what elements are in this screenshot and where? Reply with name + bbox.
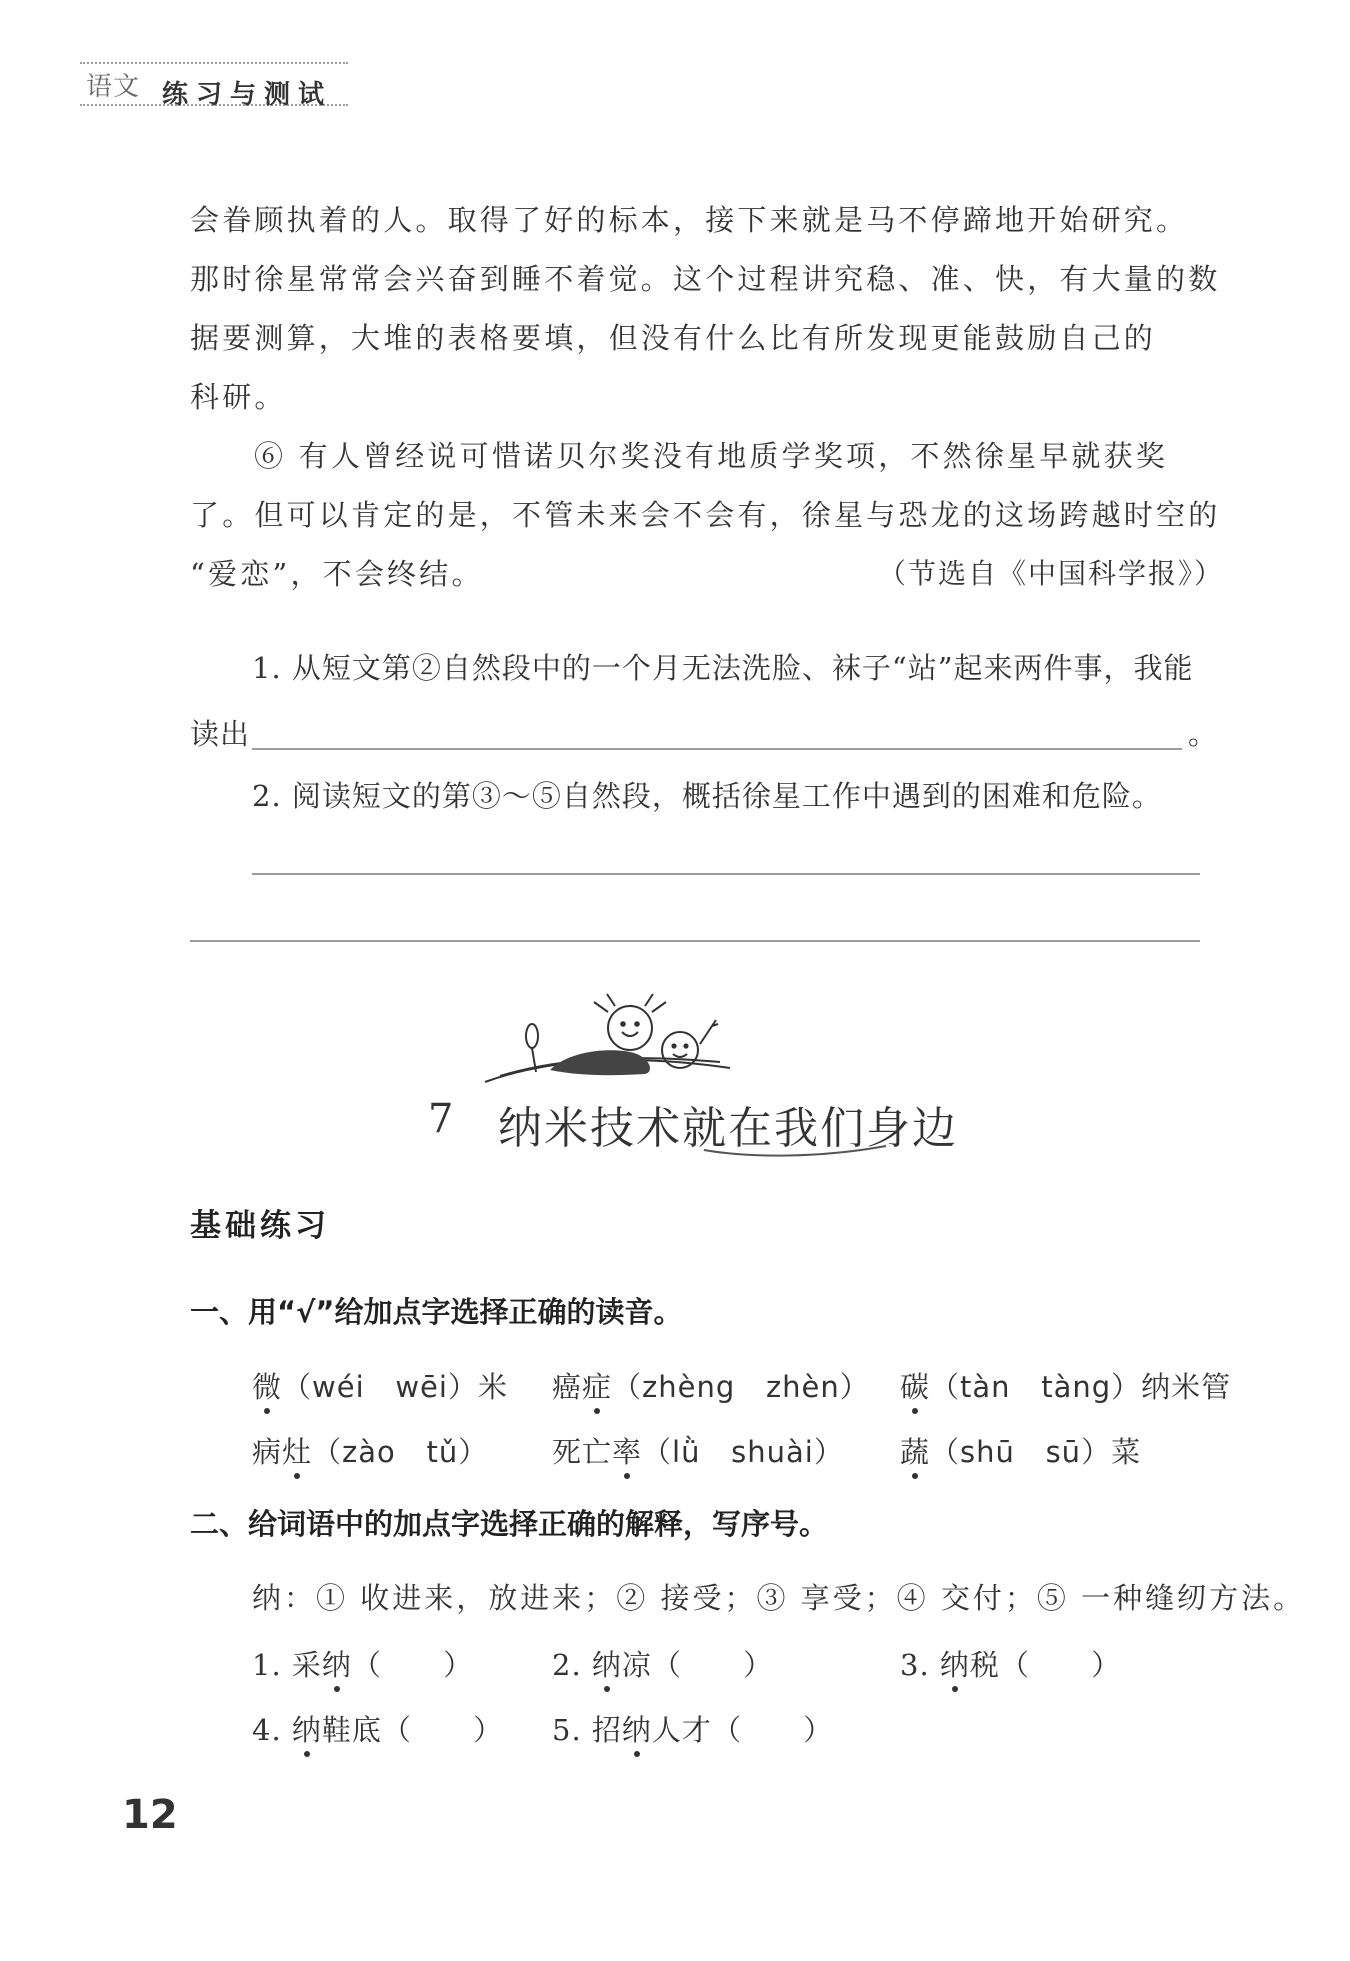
pinyin-option[interactable]: sū [1045,1435,1082,1469]
dotted-char: 微 [252,1365,282,1406]
passage-line: 会眷顾执着的人。取得了好的标本，接下来就是马不停蹄地开始研究。 [190,203,1189,237]
pinyin-item: 癌症（zhèng zhèn） [552,1365,870,1406]
exercise-2-item [252,1643,473,1684]
answer-line[interactable] [252,748,1182,750]
word-rest: 米 [477,1370,508,1404]
pinyin-option[interactable]: shuài [731,1435,814,1469]
definition-body: ① 收进来，放进来；② 接受；③ 享受；④ 交付；⑤ 一种缝纫方法。 [316,1581,1306,1615]
dotted-char: 纳 [940,1643,970,1684]
page-number: 12 [122,1792,178,1838]
passage-line: 那时徐星常常会兴奋到睡不着觉。这个过程讲究稳、准、快，有大量的数 [190,262,1221,296]
question-2: 2. 阅读短文的第③～⑤自然段，概括徐星工作中遇到的困难和危险。 [252,779,1162,813]
header-book-title: 练习与测试 [162,80,333,110]
header-subject: 语文 [86,72,141,102]
answer-line[interactable] [252,873,1200,875]
exercise-1-heading: 一、用“√”给加点字选择正确的读音。 [190,1295,683,1329]
dotted-char: 碳 [900,1365,930,1406]
pinyin-option[interactable]: wēi [395,1370,448,1404]
definition-head: 纳： [252,1581,317,1615]
pinyin-option[interactable]: lǜ [672,1435,701,1469]
word-pre: 招 [591,1713,622,1747]
title-underline-decoration [700,1140,890,1160]
exercise-2-item [552,1643,773,1684]
answer-blank[interactable]: （ ） [711,1713,834,1747]
pinyin-option[interactable]: tàng [1041,1370,1112,1404]
word-pre: 死亡 [552,1435,613,1469]
word-pre: 采 [291,1648,322,1682]
pinyin-option[interactable]: zhèng [642,1370,736,1404]
answer-blank[interactable]: （ ） [999,1648,1122,1682]
item-number: 1. [252,1648,282,1682]
dotted-char: 率 [612,1430,642,1471]
lesson-title: 纳米技术就在我们身边 [498,1103,958,1154]
answer-blank[interactable]: （ ） [651,1648,774,1682]
dotted-char: 蔬 [900,1430,930,1471]
question-1-prefix: 读出 [190,717,251,751]
dotted-char: 纳 [592,1643,622,1684]
question-1-suffix: 。 [1188,717,1219,751]
word-pre: 病 [252,1435,283,1469]
answer-blank[interactable]: （ ） [381,1713,504,1747]
pinyin-option[interactable]: zhèn [765,1370,840,1404]
children-illustration [480,992,740,1092]
definition-line [252,1576,1305,1617]
dotted-char: 纳 [322,1643,352,1684]
dotted-char: 纳 [292,1708,322,1749]
lesson-number: 7 [428,1096,454,1142]
question-1: 1. 从短文第②自然段中的一个月无法洗脸、袜子“站”起来两件事，我能 [252,651,1194,685]
word-post: 鞋底 [321,1713,382,1747]
pinyin-item: 病灶（zào tǔ） [252,1430,488,1471]
item-number: 5. [552,1713,582,1747]
pinyin-item: 死亡率（lǜ shuài） [552,1430,844,1471]
passage-line: 了。但可以肯定的是，不管未来会不会有，徐星与恐龙的这场跨越时空的 [190,498,1221,532]
pinyin-option[interactable]: tǔ [426,1435,459,1469]
item-number: 4. [252,1713,282,1747]
exercise-2-item [252,1708,503,1749]
word-rest: 菜 [1111,1435,1142,1469]
pinyin-item: 碳（tàn tàng）纳米管 [900,1365,1231,1406]
pinyin-option[interactable]: shū [960,1435,1015,1469]
word-pre: 癌 [552,1370,583,1404]
answer-line[interactable] [190,940,1200,942]
dotted-char: 症 [582,1365,612,1406]
exercise-2-item [900,1643,1121,1684]
item-number: 2. [552,1648,582,1682]
passage-line: 据要测算，大堆的表格要填，但没有什么比有所发现更能鼓励自己的 [190,321,1157,355]
word-rest: 纳米管 [1141,1370,1232,1404]
exercise-2-heading: 二、给词语中的加点字选择正确的解释，写序号。 [190,1507,829,1541]
pinyin-option[interactable]: tàn [960,1370,1011,1404]
passage-line: 科研。 [190,380,287,414]
word-post: 税 [969,1648,1000,1682]
passage-source: （节选自《中国科学报》） [878,557,1225,590]
passage-line: ⑥ 有人曾经说可惜诺贝尔奖没有地质学奖项，不然徐星早就获奖 [254,439,1169,473]
pinyin-option[interactable]: zào [342,1435,396,1469]
word-post: 凉 [621,1648,652,1682]
pinyin-option[interactable]: wéi [312,1370,365,1404]
dotted-char: 纳 [622,1708,652,1749]
pinyin-item: 蔬（shū sū）菜 [900,1430,1141,1471]
exercise-2-item [552,1708,833,1749]
section-title: 基础练习 [190,1208,330,1244]
word-post: 人才 [651,1713,712,1747]
answer-blank[interactable]: （ ） [351,1648,474,1682]
passage-line: “爱恋”，不会终结。 [190,557,484,591]
dotted-char: 灶 [282,1430,312,1471]
item-number: 3. [900,1648,930,1682]
pinyin-item: 微（wéi wēi）米 [252,1365,508,1406]
